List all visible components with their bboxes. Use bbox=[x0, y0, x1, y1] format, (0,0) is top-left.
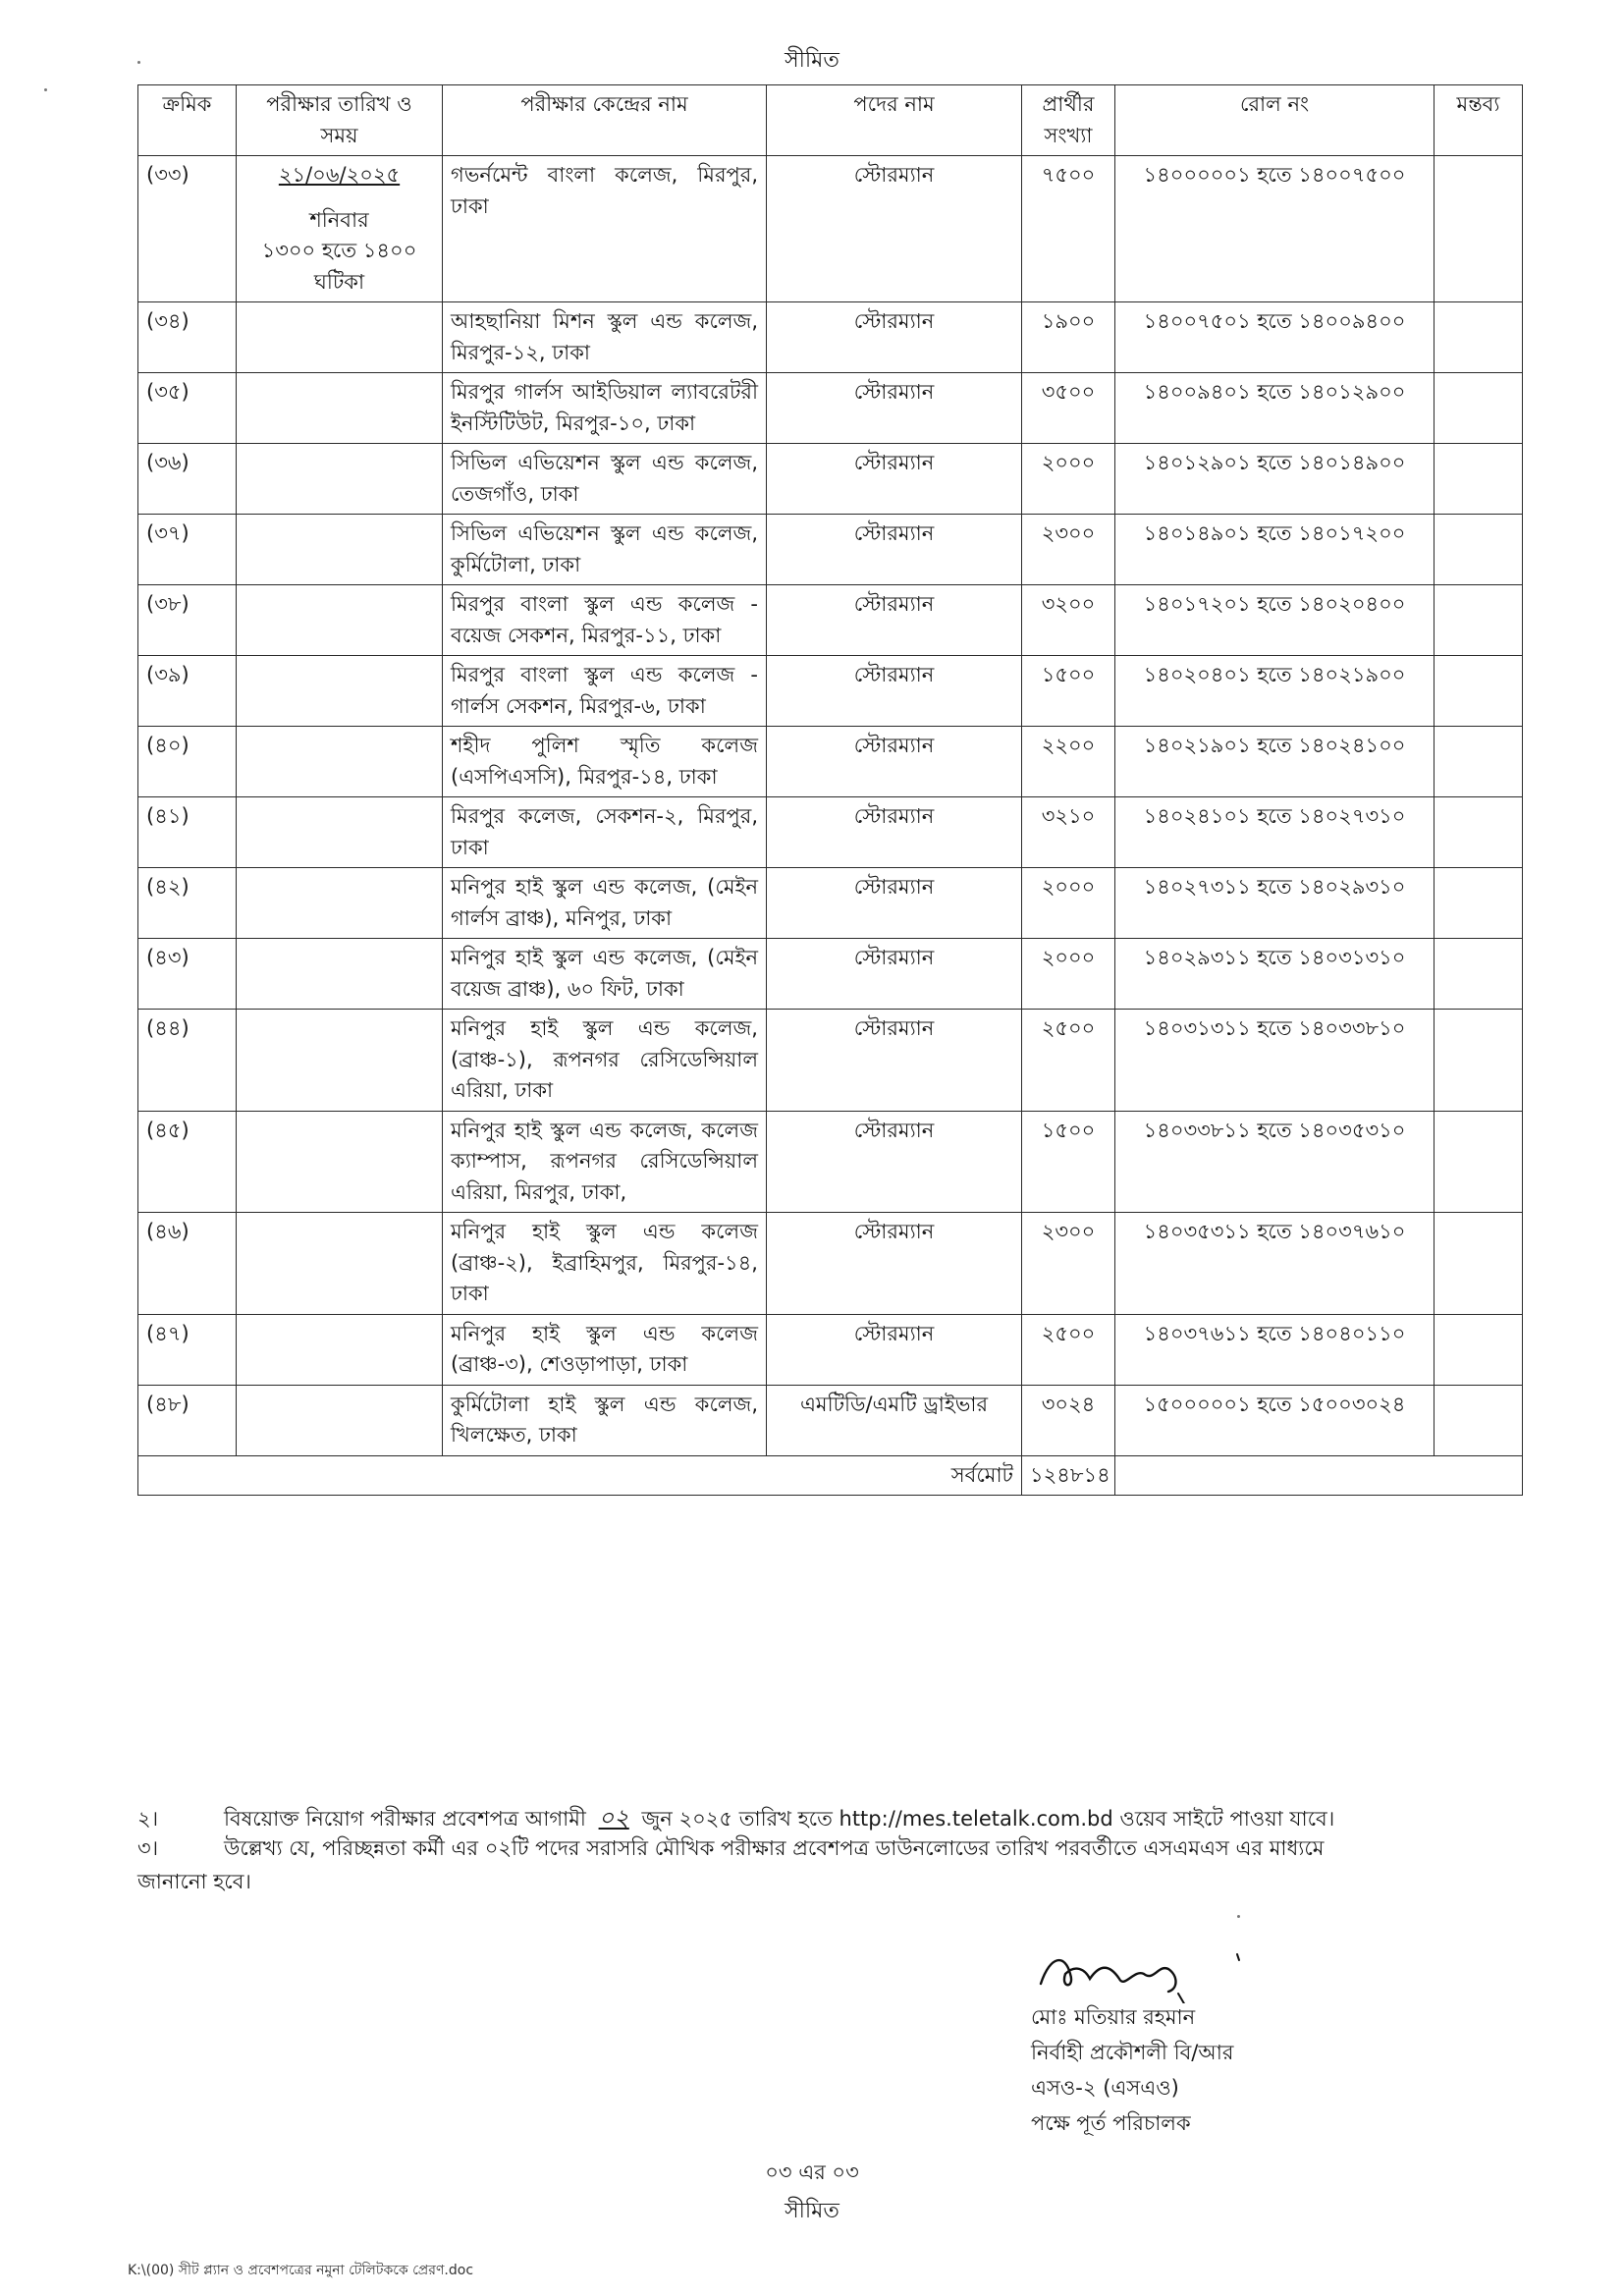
cell-date bbox=[237, 727, 443, 797]
note-2-number: ২। bbox=[137, 1807, 159, 1831]
header-serial: ক্রমিক bbox=[138, 85, 237, 156]
cell-post: স্টোরম্যান bbox=[767, 302, 1022, 373]
cell-center-name: গভর্নমেন্ট বাংলা কলেজ, মিরপুর, ঢাকা bbox=[443, 156, 767, 302]
cell-remarks bbox=[1435, 939, 1523, 1010]
table-row bbox=[138, 302, 1523, 373]
cell-center-name: মনিপুর হাই স্কুল এন্ড কলেজ, (মেইন গার্লস ব্রাঞ্চ), মনিপুর, ঢাকা bbox=[443, 868, 767, 939]
signatory-name: মোঃ মতিয়ার রহমান bbox=[1031, 2005, 1196, 2029]
cell-roll: ১৪০২০৪০১ হতে ১৪০২১৯০০ bbox=[1115, 656, 1435, 727]
scan-speck bbox=[44, 88, 47, 91]
cell-center-name: মিরপুর বাংলা স্কুল এন্ড কলেজ - বয়েজ সেকশন, মিরপুর-১১, ঢাকা bbox=[443, 585, 767, 656]
table-row bbox=[138, 1385, 1523, 1455]
cell-post: স্টোরম্যান bbox=[767, 444, 1022, 515]
cell-date bbox=[237, 515, 443, 585]
scan-speck bbox=[1237, 1915, 1240, 1918]
cell-serial: (৩৭) bbox=[138, 515, 237, 585]
cell-remarks bbox=[1435, 1213, 1523, 1315]
note-3-line-1: উল্লেখ্য যে, পরিচ্ছন্নতা কর্মী এর ০২টি পদের সরাসরি মৌখিক পরীক্ষার প্রবেশপত্র ডাউনলোডের তারিখ পরবর্তীতে এসএমএস এর মাধ্যমে bbox=[224, 1836, 1325, 1860]
cell-date bbox=[237, 1314, 443, 1385]
cell-date bbox=[237, 444, 443, 515]
cell-center-name: মনিপুর হাই স্কুল এন্ড কলেজ (ব্রাঞ্চ-৩), শেওড়াপাড়া, ঢাকা bbox=[443, 1314, 767, 1385]
cell-center-name: সিভিল এভিয়েশন স্কুল এন্ড কলেজ, কুর্মিটোলা, ঢাকা bbox=[443, 515, 767, 585]
cell-serial: (৩৮) bbox=[138, 585, 237, 656]
cell-date bbox=[237, 1111, 443, 1213]
cell-roll: ১৪০১২৯০১ হতে ১৪০১৪৯০০ bbox=[1115, 444, 1435, 515]
total-row bbox=[138, 1455, 1523, 1496]
note-3-number: ৩। bbox=[137, 1836, 159, 1860]
cell-remarks bbox=[1435, 1111, 1523, 1213]
cell-count: ৭৫০০ bbox=[1022, 156, 1115, 302]
cell-serial: (৩৩) bbox=[138, 156, 237, 302]
exam-time: ১৩০০ হতে ১৪০০ ঘটিকা bbox=[261, 239, 417, 294]
cell-center-name: মনিপুর হাই স্কুল এন্ড কলেজ (ব্রাঞ্চ-২), ইব্রাহিমপুর, মিরপুর-১৪, ঢাকা bbox=[443, 1213, 767, 1315]
cell-center-name: মিরপুর কলেজ, সেকশন-২, মিরপুর, ঢাকা bbox=[443, 797, 767, 868]
cell-count: ২৫০০ bbox=[1022, 1314, 1115, 1385]
cell-count: ২৫০০ bbox=[1022, 1010, 1115, 1112]
cell-roll: ১৪০০৯৪০১ হতে ১৪০১২৯০০ bbox=[1115, 373, 1435, 444]
table-row bbox=[138, 656, 1523, 727]
total-empty bbox=[1115, 1455, 1523, 1496]
table-header-row bbox=[138, 85, 1523, 156]
cell-count: ১৫০০ bbox=[1022, 656, 1115, 727]
header-post: পদের নাম bbox=[767, 85, 1022, 156]
table-row bbox=[138, 797, 1523, 868]
cell-count: ২০০০ bbox=[1022, 939, 1115, 1010]
cell-center-name: মনিপুর হাই স্কুল এন্ড কলেজ, (মেইন বয়েজ ব্রাঞ্চ), ৬০ ফিট, ঢাকা bbox=[443, 939, 767, 1010]
table-row bbox=[138, 515, 1523, 585]
scan-speck bbox=[137, 61, 140, 64]
cell-roll: ১৪০৩৫৩১১ হতে ১৪০৩৭৬১০ bbox=[1115, 1213, 1435, 1315]
cell-post: স্টোরম্যান bbox=[767, 373, 1022, 444]
cell-remarks bbox=[1435, 1314, 1523, 1385]
cell-count: ৩২০০ bbox=[1022, 585, 1115, 656]
cell-serial: (৪৪) bbox=[138, 1010, 237, 1112]
cell-roll: ১৪০৩১৩১১ হতে ১৪০৩৩৮১০ bbox=[1115, 1010, 1435, 1112]
cell-remarks bbox=[1435, 156, 1523, 302]
cell-serial: (৪৭) bbox=[138, 1314, 237, 1385]
cell-post: স্টোরম্যান bbox=[767, 1314, 1022, 1385]
cell-serial: (৩৯) bbox=[138, 656, 237, 727]
table-row bbox=[138, 868, 1523, 939]
cell-date bbox=[237, 656, 443, 727]
note-3-continued bbox=[137, 1866, 1522, 1899]
cell-roll: ১৪০০০০০১ হতে ১৪০০৭৫০০ bbox=[1115, 156, 1435, 302]
cell-center-name: কুর্মিটোলা হাই স্কুল এন্ড কলেজ, খিলক্ষেত, ঢাকা bbox=[443, 1385, 767, 1455]
file-path: K:\(00) সীট প্ল্যান ও প্রবেশপত্রের নমুনা টেলিটককে প্রেরণ.doc bbox=[128, 2263, 474, 2278]
cell-center-name: মনিপুর হাই স্কুল এন্ড কলেজ, কলেজ ক্যাম্পাস, রূপনগর রেসিডেন্সিয়াল এরিয়া, মিরপুর, ঢাকা, bbox=[443, 1111, 767, 1213]
header-date: পরীক্ষার তারিখ ও সময় bbox=[237, 85, 443, 156]
cell-post: স্টোরম্যান bbox=[767, 1010, 1022, 1112]
cell-count: ২০০০ bbox=[1022, 868, 1115, 939]
cell-serial: (৪৬) bbox=[138, 1213, 237, 1315]
cell-date bbox=[237, 797, 443, 868]
cell-count: ২০০০ bbox=[1022, 444, 1115, 515]
cell-date bbox=[237, 302, 443, 373]
cell-remarks bbox=[1435, 444, 1523, 515]
signatory-unit: এসও-২ (এসএও) bbox=[1031, 2076, 1179, 2101]
cell-remarks bbox=[1435, 727, 1523, 797]
cell-center-name: সিভিল এভিয়েশন স্কুল এন্ড কলেজ, তেজগাঁও, ঢাকা bbox=[443, 444, 767, 515]
cell-date bbox=[237, 585, 443, 656]
table-row bbox=[138, 1314, 1523, 1385]
cell-date bbox=[237, 373, 443, 444]
cell-remarks bbox=[1435, 797, 1523, 868]
cell-post: স্টোরম্যান bbox=[767, 797, 1022, 868]
cell-remarks bbox=[1435, 868, 1523, 939]
cell-roll: ১৪০৩৩৮১১ হতে ১৪০৩৫৩১০ bbox=[1115, 1111, 1435, 1213]
cell-remarks bbox=[1435, 1010, 1523, 1112]
cell-post: এমটিডি/এমটি ড্রাইভার bbox=[767, 1385, 1022, 1455]
note-2-text-before: বিষয়োক্ত নিয়োগ পরীক্ষার প্রবেশপত্র আগামী bbox=[224, 1807, 586, 1831]
handwritten-signature bbox=[1031, 1944, 1247, 2003]
cell-serial: (৩৪) bbox=[138, 302, 237, 373]
cell-post: স্টোরম্যান bbox=[767, 939, 1022, 1010]
cell-count: ১৯০০ bbox=[1022, 302, 1115, 373]
cell-date bbox=[237, 156, 443, 302]
cell-date bbox=[237, 1213, 443, 1315]
cell-post: স্টোরম্যান bbox=[767, 656, 1022, 727]
table-row bbox=[138, 1010, 1523, 1112]
cell-roll: ১৪০২৯৩১১ হতে ১৪০৩১৩১০ bbox=[1115, 939, 1435, 1010]
cell-post: স্টোরম্যান bbox=[767, 868, 1022, 939]
cell-serial: (৩৫) bbox=[138, 373, 237, 444]
exam-center-table bbox=[137, 84, 1523, 1496]
cell-serial: (৩৬) bbox=[138, 444, 237, 515]
cell-post: স্টোরম্যান bbox=[767, 1111, 1022, 1213]
header-roll: রোল নং bbox=[1115, 85, 1435, 156]
cell-post: স্টোরম্যান bbox=[767, 727, 1022, 797]
cell-serial: (৪১) bbox=[138, 797, 237, 868]
cell-roll: ১৪০৩৭৬১১ হতে ১৪০৪০১১০ bbox=[1115, 1314, 1435, 1385]
exam-day: শনিবার bbox=[309, 207, 369, 232]
cell-remarks bbox=[1435, 515, 1523, 585]
total-label: সর্বমোট bbox=[138, 1455, 1022, 1496]
classification-top: সীমিত bbox=[785, 48, 839, 73]
table-row bbox=[138, 939, 1523, 1010]
cell-center-name: মিরপুর বাংলা স্কুল এন্ড কলেজ - গার্লস সেকশন, মিরপুর-৬, ঢাকা bbox=[443, 656, 767, 727]
page-number: ০৩ এর ০৩ bbox=[765, 2160, 859, 2184]
cell-roll: ১৪০২১৯০১ হতে ১৪০২৪১০০ bbox=[1115, 727, 1435, 797]
signatory-behalf: পক্ষে পূর্ত পরিচালক bbox=[1031, 2111, 1191, 2136]
cell-roll: ১৪০২৭৩১১ হতে ১৪০২৯৩১০ bbox=[1115, 868, 1435, 939]
cell-serial: (৪৮) bbox=[138, 1385, 237, 1455]
cell-roll: ১৫০০০০০১ হতে ১৫০০৩০২৪ bbox=[1115, 1385, 1435, 1455]
cell-count: ২৩০০ bbox=[1022, 1213, 1115, 1315]
cell-post: স্টোরম্যান bbox=[767, 156, 1022, 302]
cell-count: ৩০২৪ bbox=[1022, 1385, 1115, 1455]
cell-center-name: আহছানিয়া মিশন স্কুল এন্ড কলেজ, মিরপুর-১২, ঢাকা bbox=[443, 302, 767, 373]
signatory-designation: নির্বাহী প্রকৌশলী বি/আর bbox=[1031, 2041, 1234, 2065]
exam-date: ২১/০৬/২০২৫ bbox=[278, 163, 401, 187]
cell-remarks bbox=[1435, 656, 1523, 727]
table-row bbox=[138, 373, 1523, 444]
cell-post: স্টোরম্যান bbox=[767, 585, 1022, 656]
note-3 bbox=[137, 1832, 1522, 1866]
cell-count: ২৩০০ bbox=[1022, 515, 1115, 585]
cell-roll: ১৪০১৭২০১ হতে ১৪০২০৪০০ bbox=[1115, 585, 1435, 656]
cell-remarks bbox=[1435, 585, 1523, 656]
header-center: পরীক্ষার কেন্দ্রের নাম bbox=[443, 85, 767, 156]
cell-serial: (৪৩) bbox=[138, 939, 237, 1010]
note-2-text-after: জুন ২০২৫ তারিখ হতে http://mes.teletalk.com.bd ওয়েব সাইটে পাওয়া যাবে। bbox=[641, 1807, 1335, 1831]
cell-post: স্টোরম্যান bbox=[767, 515, 1022, 585]
table-row bbox=[138, 1213, 1523, 1315]
cell-count: ২২০০ bbox=[1022, 727, 1115, 797]
header-remarks: মন্তব্য bbox=[1435, 85, 1523, 156]
note-3-line-2: জানানো হবে। bbox=[137, 1870, 251, 1893]
note-2-handwritten-date: ০২ bbox=[598, 1804, 629, 1831]
cell-serial: (৪৫) bbox=[138, 1111, 237, 1213]
cell-remarks bbox=[1435, 1385, 1523, 1455]
table-row bbox=[138, 444, 1523, 515]
cell-serial: (৪২) bbox=[138, 868, 237, 939]
classification-bottom: সীমিত bbox=[785, 2199, 839, 2223]
cell-remarks bbox=[1435, 302, 1523, 373]
cell-remarks bbox=[1435, 373, 1523, 444]
table-row bbox=[138, 1111, 1523, 1213]
header-count: প্রার্থীর সংখ্যা bbox=[1022, 85, 1115, 156]
table-row bbox=[138, 727, 1523, 797]
cell-roll: ১৪০১৪৯০১ হতে ১৪০১৭২০০ bbox=[1115, 515, 1435, 585]
total-count: ১২৪৮১৪ bbox=[1022, 1455, 1115, 1496]
cell-center-name: মনিপুর হাই স্কুল এন্ড কলেজ, (ব্রাঞ্চ-১), রূপনগর রেসিডেন্সিয়াল এরিয়া, ঢাকা bbox=[443, 1010, 767, 1112]
cell-serial: (৪০) bbox=[138, 727, 237, 797]
cell-roll: ১৪০২৪১০১ হতে ১৪০২৭৩১০ bbox=[1115, 797, 1435, 868]
cell-roll: ১৪০০৭৫০১ হতে ১৪০০৯৪০০ bbox=[1115, 302, 1435, 373]
cell-post: স্টোরম্যান bbox=[767, 1213, 1022, 1315]
cell-count: ১৫০০ bbox=[1022, 1111, 1115, 1213]
cell-count: ৩২১০ bbox=[1022, 797, 1115, 868]
cell-date bbox=[237, 868, 443, 939]
cell-date bbox=[237, 1010, 443, 1112]
signatory-block bbox=[1031, 1999, 1233, 2141]
cell-count: ৩৫০০ bbox=[1022, 373, 1115, 444]
table-row bbox=[138, 156, 1523, 302]
table-row bbox=[138, 585, 1523, 656]
cell-date bbox=[237, 939, 443, 1010]
cell-center-name: মিরপুর গার্লস আইডিয়াল ল্যাবরেটরী ইনস্টিটিউট, মিরপুর-১০, ঢাকা bbox=[443, 373, 767, 444]
note-2 bbox=[137, 1799, 1522, 1836]
cell-center-name: শহীদ পুলিশ স্মৃতি কলেজ (এসপিএসসি), মিরপুর-১৪, ঢাকা bbox=[443, 727, 767, 797]
cell-date bbox=[237, 1385, 443, 1455]
